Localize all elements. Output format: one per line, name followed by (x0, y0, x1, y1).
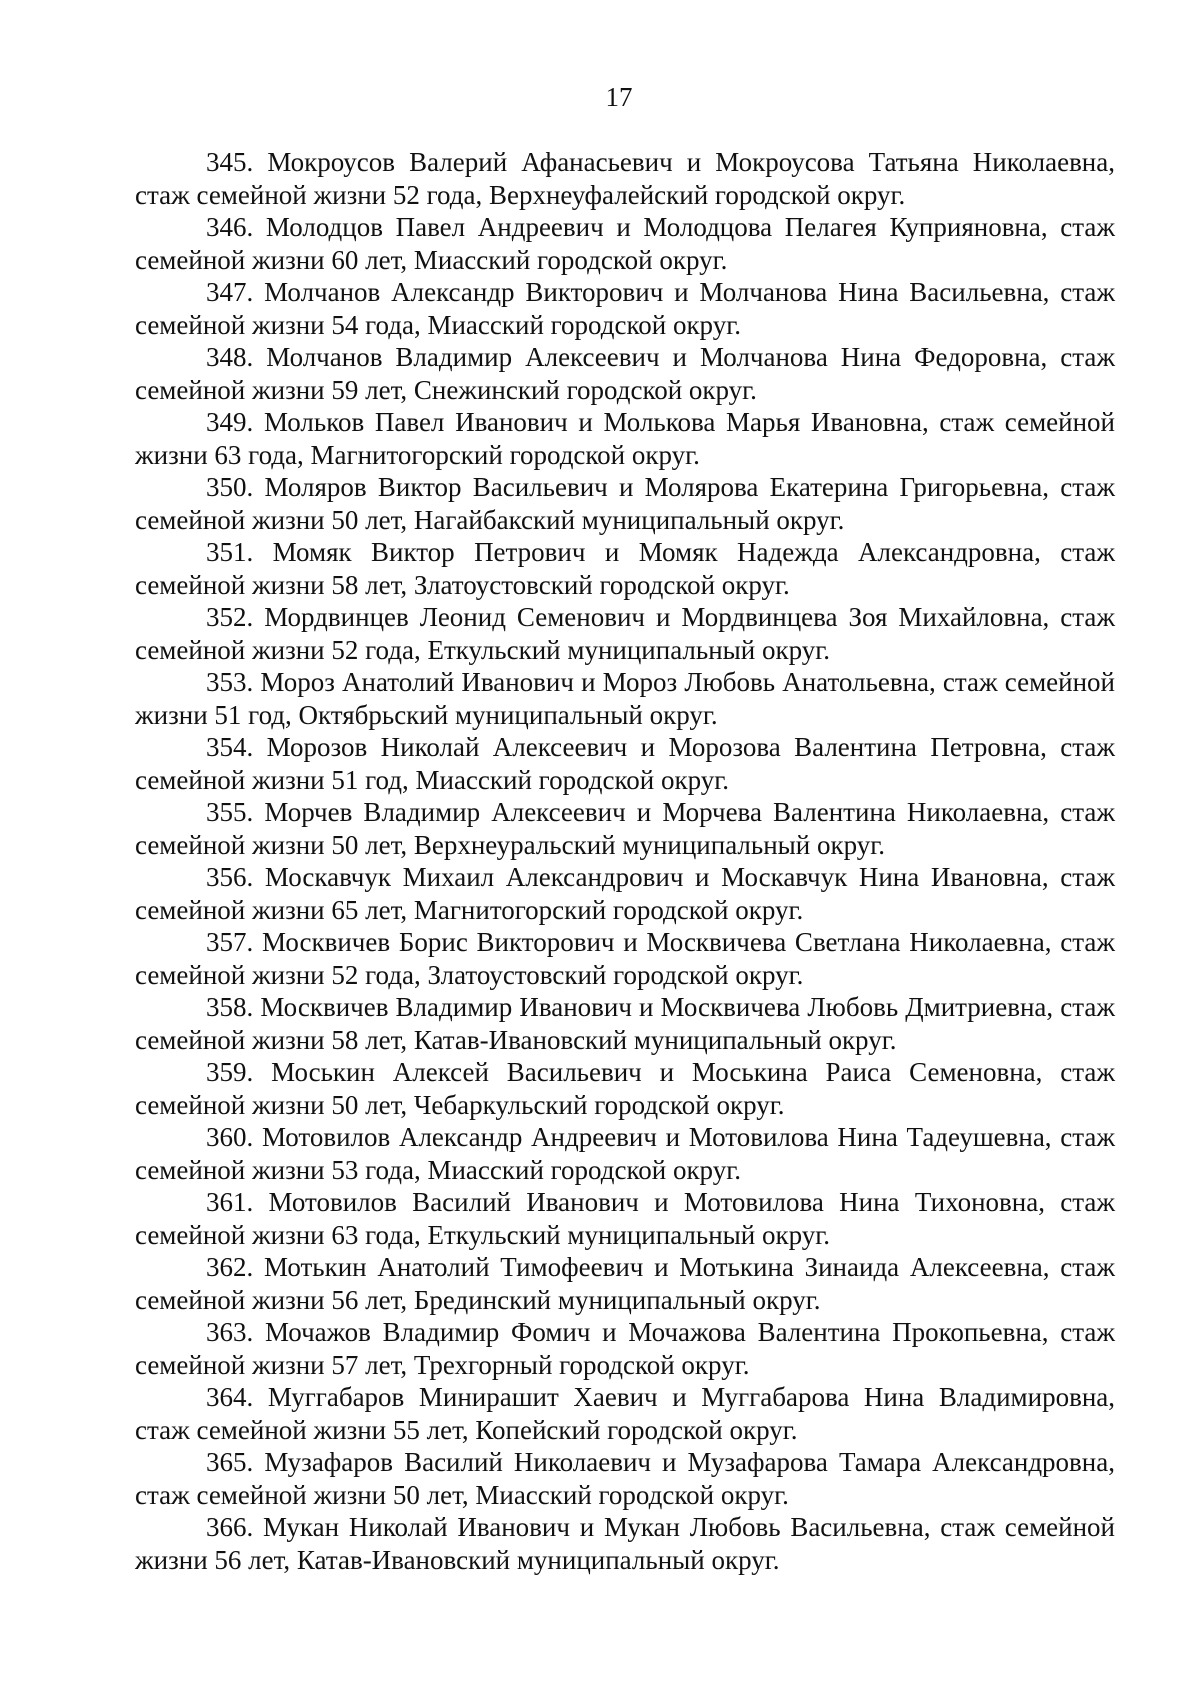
list-item (135, 1121, 1115, 1186)
list-item (135, 796, 1115, 861)
item-number: 363. (206, 1317, 254, 1347)
list-item (135, 471, 1115, 536)
item-text: Мотовилов Василий Иванович и Мотовилова Нина Тихоновна, стаж семейной жизни 63 года, Еткульский муниципальный округ. (135, 1187, 1115, 1250)
item-number: 366. (206, 1512, 254, 1542)
item-number: 357. (206, 927, 254, 957)
list-item (135, 1446, 1115, 1511)
list-item (135, 1186, 1115, 1251)
item-text: Момяк Виктор Петрович и Момяк Надежда Александровна, стаж семейной жизни 58 лет, Златоустовский городской округ. (135, 537, 1115, 600)
item-number: 359. (206, 1057, 254, 1087)
item-text: Моськин Алексей Васильевич и Моськина Раиса Семеновна, стаж семейной жизни 50 лет, Чебаркульский городской округ. (135, 1057, 1116, 1120)
item-number: 362. (206, 1252, 254, 1282)
list-item (135, 341, 1115, 406)
item-number: 353. (206, 667, 254, 697)
item-text: Мордвинцев Леонид Семенович и Мордвинцева Зоя Михайловна, стаж семейной жизни 52 года, Еткульский муниципальный округ. (135, 602, 1116, 665)
item-number: 365. (206, 1447, 254, 1477)
item-text: Мокроусов Валерий Афанасьевич и Мокроусова Татьяна Николаевна, стаж семейной жизни 52 года, Верхнеуфалейский городской округ. (135, 147, 1115, 210)
item-text: Мочажов Владимир Фомич и Мочажова Валентина Прокопьевна, стаж семейной жизни 57 лет, Трехгорный городской округ. (135, 1317, 1115, 1380)
item-text: Мукан Николай Иванович и Мукан Любовь Васильевна, стаж семейной жизни 56 лет, Катав-Ивановский муниципальный округ. (135, 1512, 1115, 1575)
item-number: 345. (206, 147, 254, 177)
page-number: 17 (605, 82, 633, 112)
item-number: 346. (206, 212, 254, 242)
item-text: Мотовилов Александр Андреевич и Мотовилова Нина Тадеушевна, стаж семейной жизни 53 года, Миасский городской округ. (135, 1122, 1115, 1185)
list-item (135, 601, 1115, 666)
item-text: Москавчук Михаил Александрович и Москавчук Нина Ивановна, стаж семейной жизни 65 лет, Магнитогорский городской округ. (135, 862, 1116, 925)
list-item (135, 406, 1115, 471)
item-text: Морозов Николай Алексеевич и Морозова Валентина Петровна, стаж семейной жизни 51 год, Миасский городской округ. (135, 732, 1116, 795)
item-number: 352. (206, 602, 254, 632)
item-text: Мольков Павел Иванович и Молькова Марья Ивановна, стаж семейной жизни 63 года, Магнитогорский городской округ. (135, 407, 1116, 470)
item-number: 347. (206, 277, 254, 307)
item-number: 351. (206, 537, 254, 567)
item-text: Москвичев Борис Викторович и Москвичева Светлана Николаевна, стаж семейной жизни 52 года, Златоустовский городской округ. (135, 927, 1115, 990)
list-item (135, 276, 1115, 341)
list-item (135, 991, 1115, 1056)
list-item (135, 1316, 1115, 1381)
list-item (135, 1251, 1115, 1316)
item-number: 361. (206, 1187, 254, 1217)
item-number: 356. (206, 862, 254, 892)
item-text: Мороз Анатолий Иванович и Мороз Любовь Анатольевна, стаж семейной жизни 51 год, Октябрьский муниципальный округ. (135, 667, 1116, 730)
item-number: 355. (206, 797, 254, 827)
item-text: Молчанов Владимир Алексеевич и Молчанова Нина Федоровна, стаж семейной жизни 59 лет, Снежинский городской округ. (135, 342, 1115, 405)
item-number: 364. (206, 1382, 254, 1412)
list-item (135, 666, 1115, 731)
item-number: 358. (206, 992, 254, 1022)
list-item (135, 211, 1115, 276)
list-item (135, 536, 1115, 601)
item-number: 360. (206, 1122, 254, 1152)
item-number: 350. (206, 472, 254, 502)
item-text: Морчев Владимир Алексеевич и Морчева Валентина Николаевна, стаж семейной жизни 50 лет, Верхнеуральский муниципальный округ. (135, 797, 1115, 860)
award-list (135, 146, 1115, 1576)
item-number: 354. (206, 732, 254, 762)
list-item (135, 731, 1115, 796)
list-item (135, 1381, 1115, 1446)
item-text: Мотькин Анатолий Тимофеевич и Мотькина Зинаида Алексеевна, стаж семейной жизни 56 лет, Брединский муниципальный округ. (135, 1252, 1115, 1315)
item-text: Молодцов Павел Андреевич и Молодцова Пелагея Куприяновна, стаж семейной жизни 60 лет, Миасский городской округ. (135, 212, 1115, 275)
item-number: 348. (206, 342, 254, 372)
item-text: Молчанов Александр Викторович и Молчанова Нина Васильевна, стаж семейной жизни 54 года, Миасский городской округ. (135, 277, 1116, 340)
list-item (135, 861, 1115, 926)
item-text: Моляров Виктор Васильевич и Молярова Екатерина Григорьевна, стаж семейной жизни 50 лет, Нагайбакский муниципальный округ. (135, 472, 1116, 535)
item-text: Москвичев Владимир Иванович и Москвичева Любовь Дмитриевна, стаж семейной жизни 58 лет, Катав-Ивановский муниципальный округ. (135, 992, 1116, 1055)
list-item (135, 926, 1115, 991)
item-text: Музафаров Василий Николаевич и Музафарова Тамара Александровна, стаж семейной жизни 50 лет, Миасский городской округ. (135, 1447, 1115, 1510)
list-item (135, 1056, 1115, 1121)
list-item (135, 146, 1115, 211)
item-number: 349. (206, 407, 254, 437)
list-item (135, 1511, 1115, 1576)
item-text: Муггабаров Минирашит Хаевич и Муггабарова Нина Владимировна, стаж семейной жизни 55 лет, Копейский городской округ. (135, 1382, 1116, 1445)
